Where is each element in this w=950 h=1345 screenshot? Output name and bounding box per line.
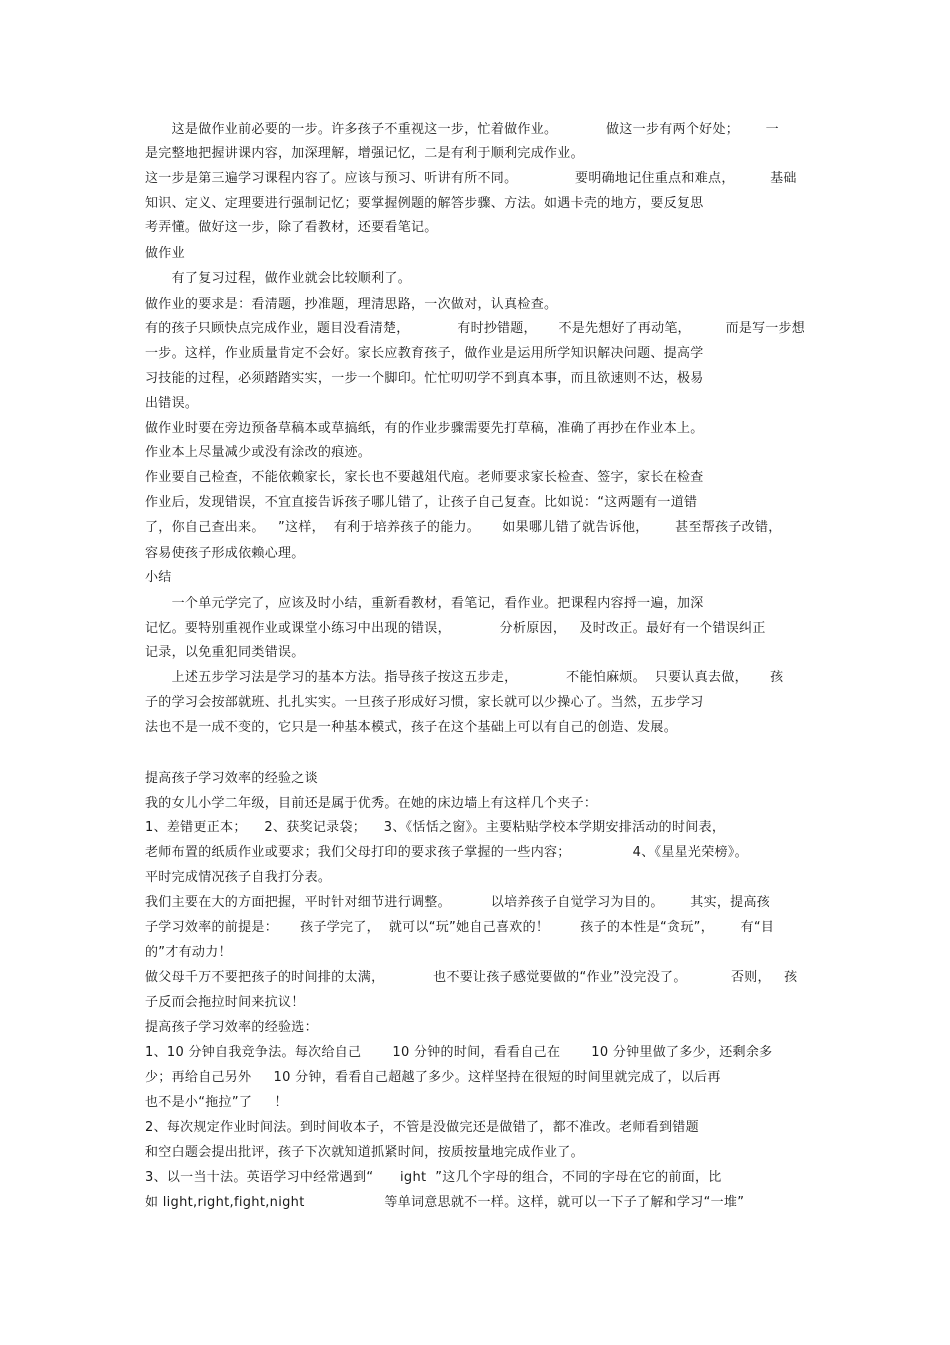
text-line: 我们主要在大的方面把握，平时针对细节进行调整。 以培养孩子自觉学习为目的。 其实，提高孩 [145, 895, 771, 910]
article-title: 提高孩子学习效率的经验之谈 [145, 771, 318, 786]
text-line: 做父母千万不要把孩子的时间排的太满， 也不要让孩子感觉要做的“作业”没完没了。 否则， 孩 [145, 970, 798, 985]
text-line: 作业要自己检查，不能依赖家长，家长也不要越俎代庖。老师要求家长检查、签字，家长在检查 [145, 470, 704, 485]
text-line: 考弄懂。做好这一步，除了看教材，还要看笔记。 [145, 220, 438, 235]
text-line: 一个单元学完了，应该及时小结，重新看教材，看笔记，看作业。把课程内容捋一遍，加深 [145, 596, 704, 611]
text-line: 做作业的要求是：看清题，抄准题，理清思路，一次做对，认真检查。 [145, 297, 558, 312]
text-line: 子反而会拖拉时间来抗议！ [145, 995, 305, 1010]
text-line: 3、以一当十法。英语学习中经常遇到“ ight ”这几个字母的组合，不同的字母在它的前面，比 [145, 1170, 722, 1185]
text-line: 是完整地把握讲课内容，加深理解，增强记忆，二是有利于顺利完成作业。 [145, 146, 584, 161]
text-line: 和空白题会提出批评，孩子下次就知道抓紧时间，按质按量地完成作业了。 [145, 1145, 584, 1160]
text-line: 平时完成情况孩子自我打分表。 [145, 870, 332, 885]
text-line: 提高孩子学习效率的经验选： [145, 1020, 318, 1035]
text-line: 这是做作业前必要的一步。许多孩子不重视这一步，忙着做作业。 做这一步有两个好处； 一 [145, 122, 779, 137]
section-heading: 做作业 [145, 246, 185, 261]
text-line: 记忆。要特别重视作业或课堂小练习中出现的错误， 分析原因， 及时改正。最好有一个错误纠正 [145, 621, 766, 636]
text-line: 出错误。 [145, 396, 199, 411]
text-line: 1、10 分钟自我竞争法。每次给自己 10 分钟的时间，看看自己在 10 分钟里做了多少，还剩余多 [145, 1045, 773, 1060]
section-heading: 小结 [145, 570, 172, 585]
text-line: 如 light,right,fight,night 等单词意思就不一样。这样，就可以一下子了解和学习“一堆” [145, 1195, 745, 1210]
text-line: 知识、定义、定理要进行强制记忆；要掌握例题的解答步骤、方法。如遇卡壳的地方，要反复思 [145, 196, 704, 211]
text-line: 了，你自己查出来。 ”这样， 有利于培养孩子的能力。 如果哪儿错了就告诉他， 甚至帮孩子改错， [145, 520, 782, 535]
text-line: 老师布置的纸质作业或要求；我们父母打印的要求孩子掌握的一些内容； 4、《星星光荣榜》。 [145, 845, 748, 860]
text-line: 有的孩子只顾快点完成作业，题目没看清楚， 有时抄错题， 不是先想好了再动笔， 而是写一步想 [145, 321, 805, 336]
text-line: 记录，以免重犯同类错误。 [145, 645, 305, 660]
text-line: 容易使孩子形成依赖心理。 [145, 546, 305, 561]
text-line: 法也不是一成不变的，它只是一种基本模式，孩子在这个基础上可以有自己的创造、发展。 [145, 720, 678, 735]
text-line: 做作业时要在旁边预备草稿本或草搞纸，有的作业步骤需要先打草稿，准确了再抄在作业本上。 [145, 421, 704, 436]
text-line: 作业本上尽量减少或没有涂改的痕迹。 [145, 445, 372, 460]
text-line: 的”才有动力！ [145, 945, 232, 960]
text-line: 作业后，发现错误，不宜直接告诉孩子哪儿错了，让孩子自己复查。比如说：“这两题有一道错 [145, 495, 698, 510]
text-line: 一步。这样，作业质量肯定不会好。家长应教育孩子，做作业是运用所学知识解决问题、提高学 [145, 346, 704, 361]
text-line: 有了复习过程，做作业就会比较顺利了。 [145, 271, 411, 286]
text-line: 我的女儿小学二年级，目前还是属于优秀。在她的床边墙上有这样几个夹子： [145, 796, 598, 811]
text-line: 子的学习会按部就班、扎扎实实。一旦孩子形成好习惯，家长就可以少操心了。当然，五步学习 [145, 695, 704, 710]
text-line: 2、每次规定作业时间法。到时间收本子，不管是没做完还是做错了，都不准改。老师看到错题 [145, 1120, 699, 1135]
text-line: 也不是小“拖拉”了 ！ [145, 1095, 288, 1110]
text-line: 这一步是第三遍学习课程内容了。应该与预习、听讲有所不同。 要明确地记住重点和难点， 基础 [145, 171, 797, 186]
text-line: 少；再给自己另外 10 分钟，看看自己超越了多少。这样坚持在很短的时间里就完成了，以后再 [145, 1070, 721, 1085]
text-line: 习技能的过程，必须踏踏实实，一步一个脚印。忙忙叨叨学不到真本事，而且欲速则不达，极易 [145, 371, 704, 386]
text-line: 子学习效率的前提是： 孩子学完了， 就可以“玩”她自己喜欢的！ 孩子的本性是“贪玩”， 有“目 [145, 920, 775, 935]
text-line: 上述五步学习法是学习的基本方法。指导孩子按这五步走， 不能怕麻烦。 只要认真去做， 孩 [145, 670, 784, 685]
text-line: 1、差错更正本； 2、获奖记录袋； 3、《恬恬之窗》。主要粘贴学校本学期安排活动的时间表， [145, 820, 726, 835]
